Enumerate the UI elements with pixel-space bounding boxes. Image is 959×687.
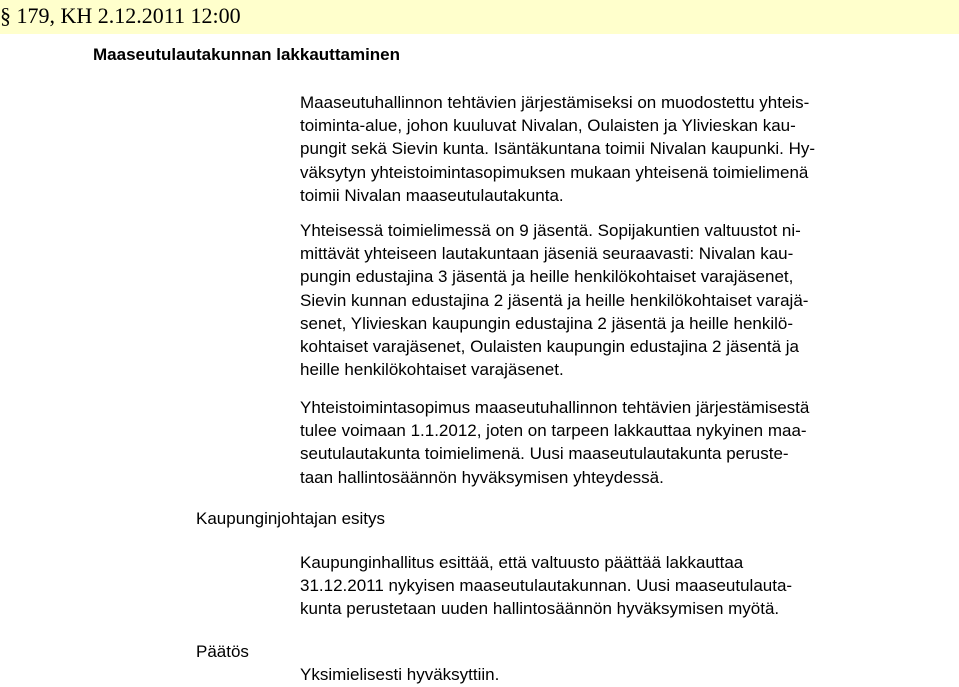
paragraph-line: Yhteisessä toimielimessä on 9 jäsentä. Sopijakuntien valtuustot ni- [300,221,801,240]
document-title: Maaseutulautakunnan lakkauttaminen [93,45,401,64]
section-header-text: § 179, KH 2.12.2011 12:00 [0,3,241,28]
paragraph-line: seutulautakunta toimielimenä. Uusi maaseutulautakunta peruste- [300,444,789,464]
paragraph-line: senet, Ylivieskan kaupungin edustajina 2 jäsentä ja heille henkilö- [300,313,794,333]
paragraph-line: toimii Nivalan maaseutulautakunta. [300,185,564,205]
paragraph-line: Sievin kunnan edustajina 2 jäsentä ja heille henkilökohtaiset varajä- [300,290,809,310]
paragraph-line: Kaupunginhallitus esittää, että valtuusto päättää lakkauttaa [300,553,744,572]
section-header [0,0,959,34]
paragraph-line: mittävät yhteiseen lautakuntaan jäseniä seuraavasti: Nivalan kau- [300,244,794,264]
paragraph-line: väksytyn yhteistoimintasopimuksen mukaan yhteisenä toimielimenä [300,162,809,182]
decision-label: Päätös [196,642,249,661]
paragraph-line: 31.12.2011 nykyisen maaseutulautakunnan. Uusi maaseutulauta- [300,576,793,596]
paragraph-line: kohtaiset varajäsenet, Oulaisten kaupungin edustajina 2 jäsentä ja [300,337,800,357]
paragraph-line: pungit sekä Sievin kunta. Isäntäkuntana toimii Nivalan kaupunki. Hy- [300,139,816,159]
paragraph-line: Yhteistoimintasopimus maaseutuhallinnon tehtävien järjestämisestä [300,398,810,417]
paragraph-line: kunta perustetaan uuden hallintosäännön hyväksymisen myötä. [300,599,780,619]
paragraph-decision [300,663,499,686]
paragraph-proposal [300,551,792,621]
proposal-label: Kaupunginjohtajan esitys [196,509,386,528]
paragraph-background [300,91,815,207]
paragraph-line: pungin edustajina 3 jäsentä ja heille henkilökohtaiset varajäsenet, [300,267,794,287]
paragraph-agreement [300,396,809,489]
paragraph-line: toiminta-alue, johon kuuluvat Nivalan, Oulaisten ja Ylivieskan kau- [300,116,796,136]
paragraph-line: heille henkilökohtaiset varajäsenet. [300,360,564,380]
paragraph-line: Yksimielisesti hyväksyttiin. [300,665,500,684]
paragraph-line: Maaseutuhallinnon tehtävien järjestämiseksi on muodostettu yhteis- [300,93,810,112]
paragraph-composition [300,219,808,381]
paragraph-line: tulee voimaan 1.1.2012, joten on tarpeen lakkauttaa nykyinen maa- [300,421,807,441]
paragraph-line: taan hallintosäännön hyväksymisen yhteydessä. [300,467,664,487]
